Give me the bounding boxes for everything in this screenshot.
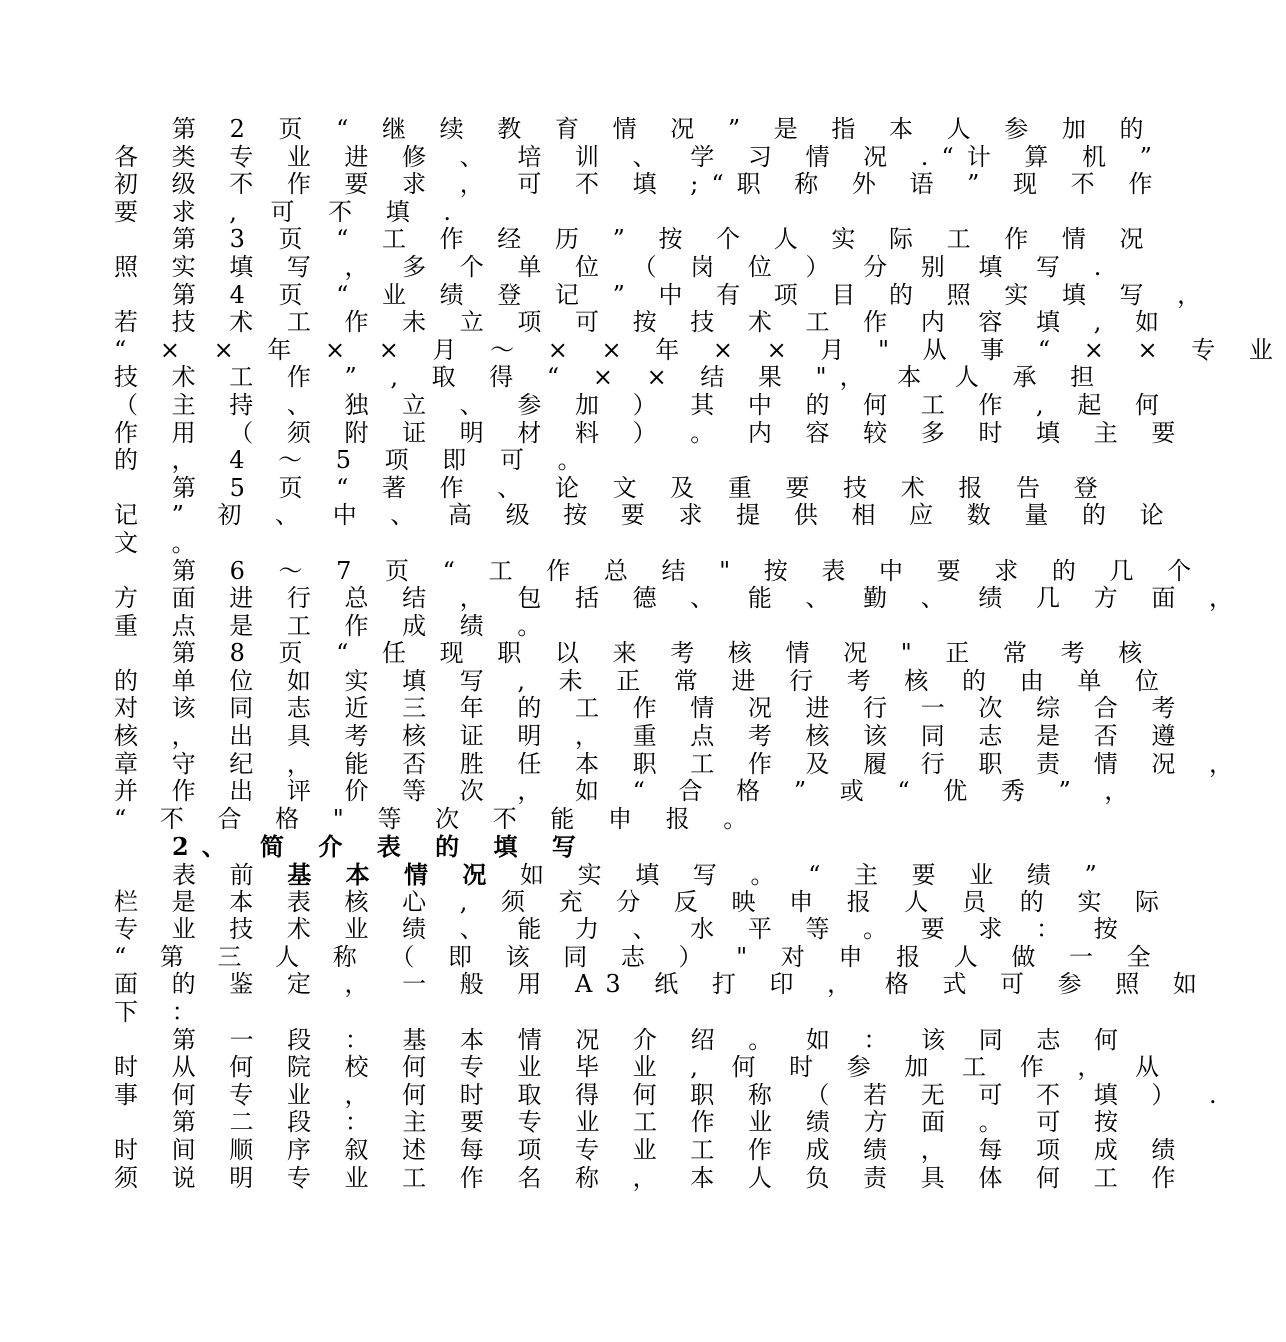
text-line: 时 从 何 院 校 何 专 业 毕 业 , 何 时 参 加 工 作 ， 从 [114, 1053, 1172, 1082]
text-line: 照 实 填 写 ， 多 个 单 位 （ 岗 位 ） 分 别 填 写 . [114, 252, 1115, 281]
text-line: “ × × 年 × × 月 ～ × × 年 × × 月 " 从 事 “ × × 专 业 [114, 335, 1286, 364]
text-line: 方 面 进 行 总 结 ， 包 括 德 、 能 、 勤 、 绩 几 方 面 ， [114, 584, 1246, 613]
text-line: 若 技 术 工 作 未 立 项 可 按 技 术 工 作 内 容 填 , 如 [114, 308, 1172, 337]
intro-suffix: 如 实 填 写 。 “ 主 要 业 绩 ” [499, 861, 1110, 890]
text-line: 对 该 同 志 近 三 年 的 工 作 情 况 进 行 一 次 综 合 考 [114, 694, 1189, 723]
text-line: 事 何 专 业 ， 何 时 取 得 何 职 称 （ 若 无 可 不 填 ） . [114, 1080, 1230, 1109]
text-line: 第 3 页 “ 工 作 经 历 ” 按 个 人 实 际 工 作 情 况 [172, 225, 1157, 254]
text-line: 的 ， 4 ～ 5 项 即 可 。 [114, 446, 595, 475]
text-line: 第 8 页 “ 任 现 职 以 来 考 核 情 况 " 正 常 考 核 [172, 639, 1156, 668]
text-line: 下 ： [114, 998, 209, 1026]
text-line: 栏 是 本 表 核 心 , 须 充 分 反 映 申 报 人 员 的 实 际 [114, 887, 1172, 916]
text-line: 面 的 鉴 定 ， 一 般 用 A3 纸 打 印 ， 格 式 可 参 照 如 [114, 970, 1210, 999]
text-line: 技 术 工 作 ” , 取 得 “ × × 结 果 "， 本 人 承 担 [114, 363, 1108, 392]
text-line: 专 业 技 术 业 绩 、 能 力 、 水 平 等 。 要 求 ： 按 [114, 915, 1131, 944]
text-line: 第 4 页 “ 业 绩 登 记 ” 中 有 项 目 的 照 实 填 写 ， [172, 280, 1215, 309]
section-heading: 2、 简 介 表 的 填 写 [172, 832, 589, 862]
text-line: 核 ， 出 具 考 核 证 明 ， 重 点 考 核 该 同 志 是 否 遵 [114, 722, 1189, 751]
text-line: 须 说 明 专 业 工 作 名 称 ， 本 人 负 责 具 体 何 工 作 [114, 1163, 1189, 1192]
text-line: 重 点 是 工 作 成 绩 。 [114, 611, 555, 640]
text-line: 第 6 ～ 7 页 “ 工 作 总 结 " 按 表 中 要 求 的 几 个 [172, 556, 1205, 585]
text-line: 初 级 不 作 要 求 ， 可 不 填 ;“职 称 外 语 ” 现 不 作 [114, 170, 1166, 199]
text-line: 第 二 段 ： 主 要 专 业 工 作 业 绩 方 面 。 可 按 [172, 1108, 1132, 1137]
bold-phrase: 基 本 情 况 [287, 860, 500, 890]
text-line: “ 不 合 格 " 等 次 不 能 申 报 。 [114, 804, 761, 833]
text-line: “ 第 三 人 称 （ 即 该 同 志 ） " 对 申 报 人 做 一 全 [114, 942, 1164, 971]
text-line [114, 860, 1110, 890]
text-line: 文 。 [114, 528, 209, 557]
text-line: （ 主 持 、 独 立 、 参 加 ） 其 中 的 何 工 作 , 起 何 [114, 390, 1172, 419]
text-line: 时 间 顺 序 叙 述 每 项 专 业 工 作 成 绩 ， 每 项 成 绩 [114, 1135, 1189, 1164]
text-line: 的 单 位 如 实 填 写 , 未 正 常 进 行 考 核 的 由 单 位 [114, 666, 1172, 695]
text-line: 并 作 出 评 价 等 次 ， 如 “ 合 格 ” 或 “ 优 秀 ” ， [114, 777, 1142, 806]
text-line: 要 求 , 可 不 填 . [114, 197, 465, 226]
text-line: 第 2 页 “ 继 续 教 育 情 况 ” 是 指 本 人 参 加 的 [172, 115, 1157, 143]
text-line: 第 一 段 ： 基 本 情 况 介 绍 。 如 ： 该 同 志 何 [172, 1025, 1132, 1054]
text-line: 作 用 （ 须 附 证 明 材 料 ） 。 内 容 较 多 时 填 主 要 [114, 418, 1189, 447]
text-line: 各 类 专 业 进 修 、 培 训 、 学 习 情 况 .“计 算 机 ” [114, 142, 1165, 171]
text-line: 记 ” 初 、 中 、 高 级 按 要 求 提 供 相 应 数 量 的 论 [114, 501, 1177, 530]
document-body [114, 115, 1286, 1192]
intro-prefix: 表 前 [172, 861, 288, 890]
text-line: 章 守 纪 ， 能 否 胜 任 本 职 工 作 及 履 行 职 责 情 况 ， [114, 749, 1246, 778]
text-line: 第 5 页 “ 著 作 、 论 文 及 重 要 技 术 报 告 登 [172, 473, 1111, 502]
